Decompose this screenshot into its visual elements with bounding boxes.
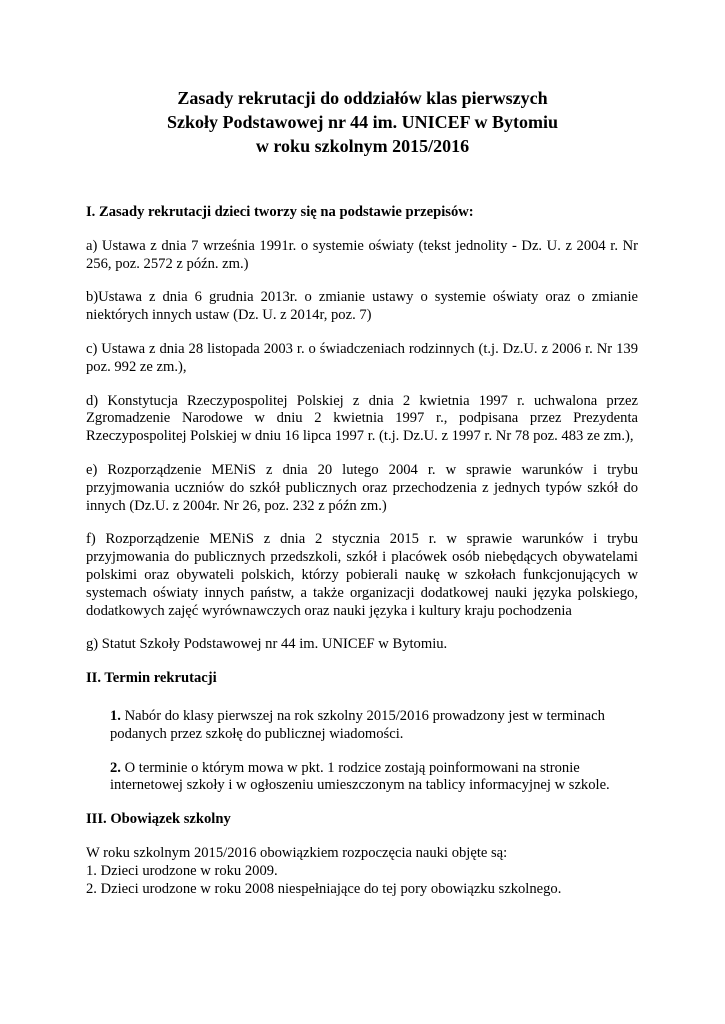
section-3-heading: III. Obowiązek szkolny <box>86 811 231 828</box>
termin-item-1-number: 1. <box>110 707 121 724</box>
paragraph-b: b)Ustawa z dnia 6 grudnia 2013r. o zmianie ustawy o systemie oświaty oraz o zmianie niektórych innych ustaw (Dz. U. z 2014r, poz. 7) <box>86 289 638 324</box>
termin-item-2 <box>86 760 638 796</box>
termin-item-1 <box>86 708 638 744</box>
paragraph-e: e) Rozporządzenie MENiS z dnia 20 lutego 2004 r. w sprawie warunków i trybu przyjmowania uczniów do szkół publicznych oraz przechodzenia z jednych typów szkół do innych (Dz.U. z 2004r. Nr 26, poz. 232 z późn zm.) <box>86 461 638 514</box>
title-line-3: w roku szkolnym 2015/2016 <box>255 136 470 156</box>
document-title <box>0 86 725 158</box>
title-line-2: Szkoły Podstawowej nr 44 im. UNICEF w Bytomiu <box>166 112 558 132</box>
section-2-heading: II. Termin rekrutacji <box>86 670 217 687</box>
termin-item-1-text: Nabór do klasy pierwszej na rok szkolny 2015/2016 prowadzony jest w terminach podanych przez szkołę do publicznej wiadomości. <box>110 707 605 742</box>
paragraph-a: a) Ustawa z dnia 7 września 1991r. o systemie oświaty (tekst jednolity - Dz. U. z 2004 r. Nr 256, poz. 2572 z późn. zm.) <box>86 237 638 272</box>
section-1-heading: I. Zasady rekrutacji dzieci tworzy się na podstawie przepisów: <box>86 204 474 220</box>
termin-item-2-number: 2. <box>110 759 121 776</box>
title-line-1: Zasady rekrutacji do oddziałów klas pierwszych <box>177 88 548 108</box>
document-body <box>86 204 638 898</box>
termin-item-2-text: O terminie o którym mowa w pkt. 1 rodzice zostają poinformowani na stronie internetowej szkoły i w ogłoszeniu umieszczonym na tablicy informacyjnej w szkole. <box>110 759 610 794</box>
paragraph-f: f) Rozporządzenie MENiS z dnia 2 stycznia 2015 r. w sprawie warunków i trybu przyjmowania do publicznych przedszkoli, szkół i placówek osób niebędących obywatelami polskimi oraz obywateli polskich, którzy pobierali naukę w szkołach funkcjonujących w systemach oświaty innych państw, a także organizacji dodatkowej nauki języka polskiego, dodatkowych zajęć wyrównawczych oraz nauki języka i kultury kraju pochodzenia <box>86 531 638 619</box>
obowiazek-intro: W roku szkolnym 2015/2016 obowiązkiem rozpoczęcia nauki objęte są: <box>86 844 508 861</box>
obowiazek-list-item-1: 1. Dzieci urodzone w roku 2009. <box>86 862 278 879</box>
obowiazek-list-item-2: 2. Dzieci urodzone w roku 2008 niespełniające do tej pory obowiązku szkolnego. <box>86 880 562 897</box>
paragraph-d: d) Konstytucja Rzeczypospolitej Polskiej z dnia 2 kwietnia 1997 r. uchwalona przez Zgromadzenie Narodowe w dniu 2 kwietnia 1997 r., podpisana przez Prezydenta Rzeczypospolitej Polskiej w dniu 16 lipca 1997 r. (t.j. Dz.U. z 1997 r. Nr 78 poz. 483 ze zm.), <box>86 392 638 445</box>
paragraph-g: g) Statut Szkoły Podstawowej nr 44 im. UNICEF w Bytomiu. <box>86 636 448 653</box>
paragraph-c: c) Ustawa z dnia 28 listopada 2003 r. o świadczeniach rodzinnych (t.j. Dz.U. z 2006 r. Nr 139 poz. 992 ze zm.), <box>86 340 638 375</box>
